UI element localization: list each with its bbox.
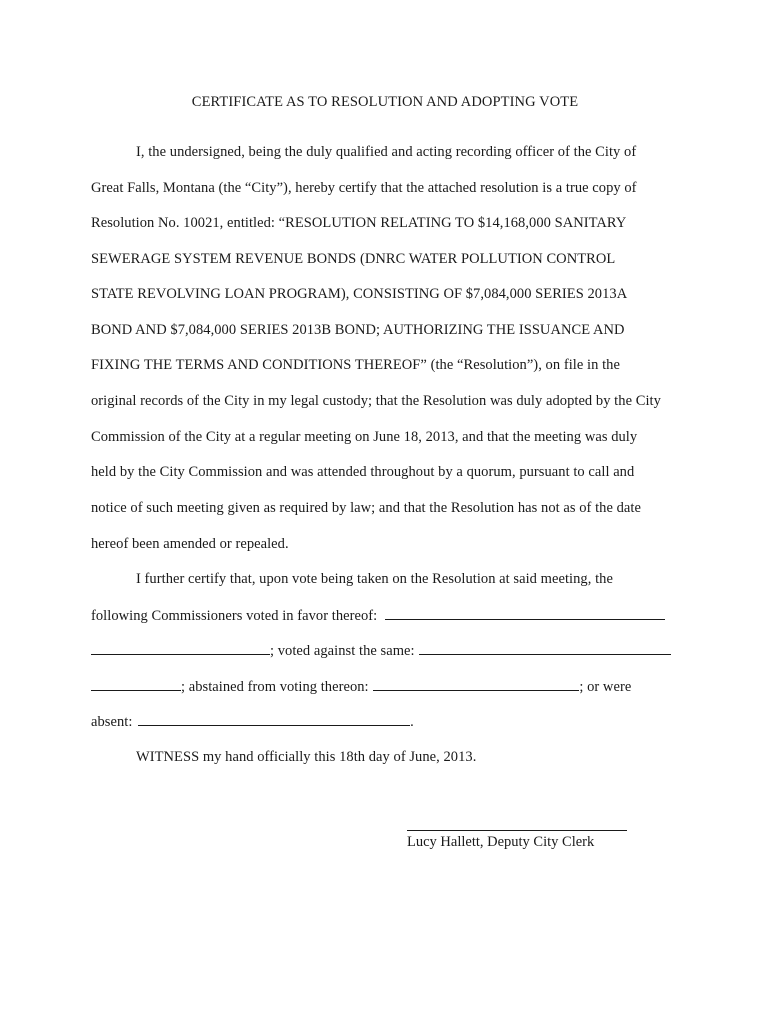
signature-line[interactable] bbox=[407, 830, 627, 831]
paragraph1-line: notice of such meeting given as required by law; and that the Resolution has not as of the date bbox=[91, 500, 641, 516]
paragraph2-line-absent bbox=[91, 713, 414, 731]
or-were-label: ; or were bbox=[579, 679, 632, 695]
paragraph1-line: Commission of the City at a regular meeting on June 18, 2013, and that the meeting was duly bbox=[91, 429, 638, 445]
in-favor-label: following Commissioners voted in favor thereof: bbox=[91, 608, 378, 624]
paragraph2-line-abstained bbox=[91, 678, 631, 696]
against-blank[interactable] bbox=[419, 642, 671, 655]
paragraph2-line-against bbox=[91, 642, 671, 660]
paragraph1-line: Resolution No. 10021, entitled: “RESOLUTION RELATING TO $14,168,000 SANITARY bbox=[91, 215, 627, 231]
against-blank-continued[interactable] bbox=[91, 678, 181, 691]
absent-period: . bbox=[410, 714, 414, 730]
paragraph1-line: FIXING THE TERMS AND CONDITIONS THEREOF” (the “Resolution”), on file in the bbox=[91, 357, 620, 373]
paragraph1-line: I, the undersigned, being the duly qualified and acting recording officer of the City of bbox=[136, 144, 637, 160]
paragraph1-line: STATE REVOLVING LOAN PROGRAM), CONSISTING OF $7,084,000 SERIES 2013A bbox=[91, 286, 628, 302]
paragraph2-line: I further certify that, upon vote being taken on the Resolution at said meeting, the bbox=[136, 571, 613, 587]
in-favor-blank-continued[interactable] bbox=[91, 642, 270, 655]
in-favor-blank[interactable] bbox=[385, 607, 665, 620]
paragraph1-line: original records of the City in my legal custody; that the Resolution was duly adopted by the City bbox=[91, 393, 661, 409]
signature-name: Lucy Hallett, Deputy City Clerk bbox=[407, 834, 595, 850]
abstained-blank[interactable] bbox=[373, 678, 579, 691]
paragraph2-line-in-favor bbox=[91, 607, 665, 625]
paragraph1-line: Great Falls, Montana (the “City”), hereby certify that the attached resolution is a true copy of bbox=[91, 180, 637, 196]
witness-line: WITNESS my hand officially this 18th day of June, 2013. bbox=[136, 749, 477, 765]
absent-label: absent: bbox=[91, 714, 133, 730]
paragraph1-line: SEWERAGE SYSTEM REVENUE BONDS (DNRC WATER POLLUTION CONTROL bbox=[91, 251, 616, 267]
abstained-label: ; abstained from voting thereon: bbox=[181, 679, 369, 695]
document-title: CERTIFICATE AS TO RESOLUTION AND ADOPTING VOTE bbox=[191, 94, 579, 110]
against-label: ; voted against the same: bbox=[270, 643, 415, 659]
paragraph1-line: held by the City Commission and was attended throughout by a quorum, pursuant to call and bbox=[91, 464, 635, 480]
paragraph1-line: BOND AND $7,084,000 SERIES 2013B BOND; AUTHORIZING THE ISSUANCE AND bbox=[91, 322, 625, 338]
paragraph1-line: hereof been amended or repealed. bbox=[91, 536, 289, 552]
absent-blank[interactable] bbox=[138, 713, 410, 726]
